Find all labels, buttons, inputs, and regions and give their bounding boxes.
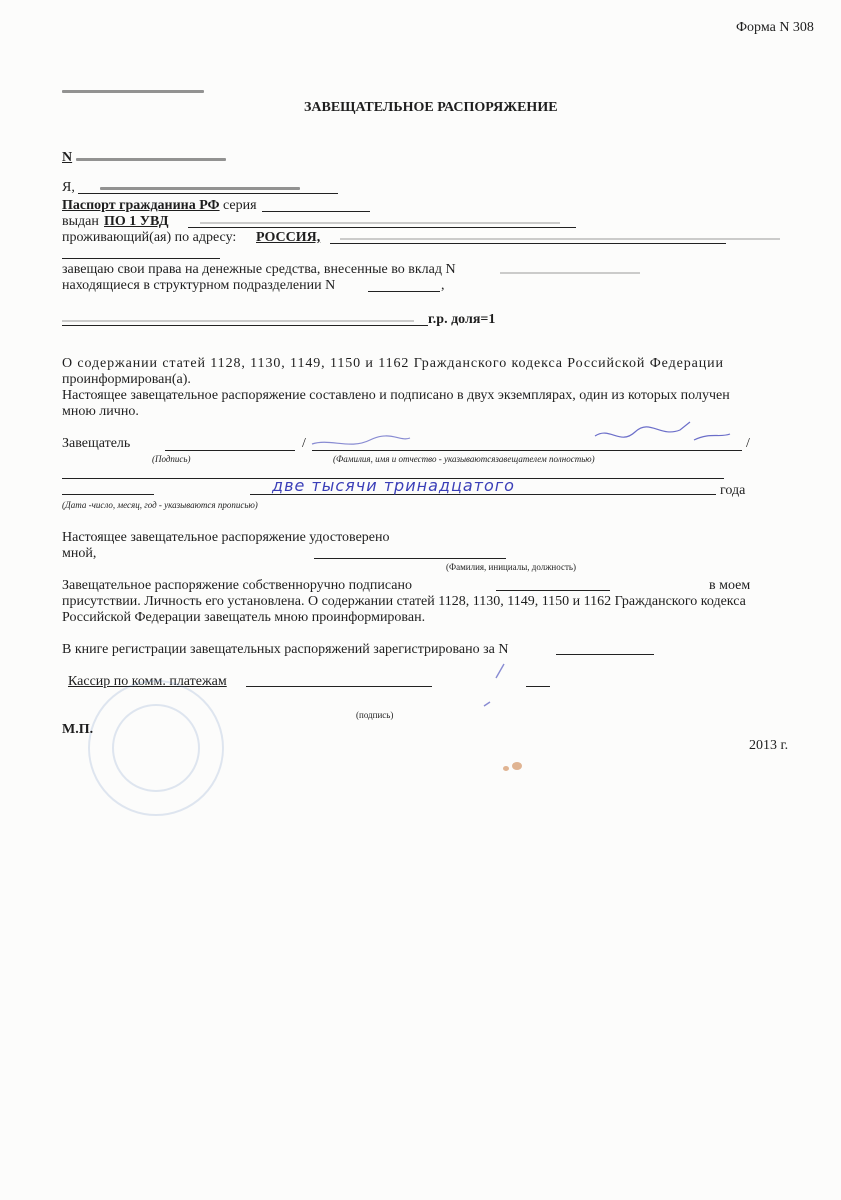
- redacted-code: [62, 90, 204, 93]
- bequest-line-1: завещаю свои права на денежные средства, внесенные во вклад N: [62, 262, 456, 277]
- redacted-beneficiary: [62, 320, 414, 322]
- signature-caption: (Подпись): [152, 454, 191, 464]
- document-year: 2013 г.: [749, 738, 789, 753]
- passport-issued-label: выдан: [62, 214, 99, 229]
- passport-label: Паспорт гражданина РФ: [62, 198, 220, 213]
- full-name-caption: (Фамилия, имя и отчество - указываютсязавещателем полностью): [333, 454, 595, 464]
- cashier-signature-mark: [470, 660, 530, 710]
- address-label: проживающий(ая) по адресу:: [62, 230, 237, 245]
- certification-line-2: мной,: [62, 546, 97, 561]
- handwritten-name-mark: [300, 420, 420, 454]
- signature-line: [165, 450, 295, 451]
- witness-signature-line: [496, 590, 610, 591]
- document-number-label: N: [62, 150, 73, 165]
- seal-label: М.П.: [62, 722, 94, 737]
- seal-stamp-inner: [112, 704, 200, 792]
- date-caption: (Дата -число, месяц, год - указываются прописью): [62, 500, 258, 510]
- redacted-address: [340, 238, 780, 240]
- testator-signature-label: Завещатель: [62, 436, 131, 451]
- passport-issued-line: [188, 227, 576, 228]
- share-text: г.р. доля=1: [428, 312, 496, 327]
- notary-name-line: [314, 558, 506, 559]
- redacted-account: [500, 272, 640, 274]
- cashier-title: Кассир по комм. платежам: [68, 674, 227, 689]
- branch-number-line: [368, 291, 440, 292]
- passport-series-label: серия: [223, 198, 257, 213]
- notice-line-4: мною лично.: [62, 404, 139, 419]
- notice-line-3: Настоящее завещательное распоряжение составлено и подписано в двух экземплярах, один из которых получен: [62, 388, 730, 403]
- witness-line-3: Российской Федерации завещатель мною проинформирован.: [62, 610, 426, 625]
- cashier-line: [246, 686, 432, 687]
- ink-stain-small: [503, 766, 509, 771]
- redacted-number: [76, 158, 226, 161]
- address-line-2: [62, 258, 220, 259]
- registry-text: В книге регистрации завещательных распоряжений зарегистрировано за N: [62, 642, 509, 657]
- date-day-line: [62, 494, 154, 495]
- notary-caption: (Фамилия, инициалы, должность): [446, 562, 576, 572]
- birth-year-line: [350, 325, 428, 326]
- ink-stain: [512, 762, 522, 770]
- testator-name-line: [78, 193, 338, 194]
- cashier-signature-caption: (подпись): [356, 710, 394, 720]
- passport-series-line: [262, 211, 370, 212]
- redacted-testator-name: [100, 187, 300, 190]
- form-number: Форма N 308: [736, 20, 814, 35]
- passport-issued-value: ПО 1 УВД: [104, 214, 169, 229]
- bequest-line-2: находящиеся в структурном подразделении N: [62, 278, 336, 293]
- notice-line-2: проинформирован(а).: [62, 372, 191, 387]
- date-handwritten: две тысячи тринадцатого: [272, 476, 515, 495]
- year-word: года: [720, 483, 746, 498]
- witness-presence: в моем: [709, 578, 751, 593]
- redacted-issuer: [200, 222, 560, 224]
- certification-line-1: Настоящее завещательное распоряжение удостоверено: [62, 530, 390, 545]
- witness-line-1: Завещательное распоряжение собственноручно подписано: [62, 578, 412, 593]
- address-value: РОССИЯ,: [256, 230, 321, 245]
- handwritten-signature-mark: [590, 418, 740, 452]
- testator-prefix: Я,: [62, 180, 75, 195]
- registry-number-line: [556, 654, 654, 655]
- notice-line-1: О содержании статей 1128, 1130, 1149, 1150 и 1162 Гражданского кодекса Российской Федерации: [62, 356, 724, 371]
- witness-line-2: присутствии. Личность его установлена. О содержании статей 1128, 1130, 1149, 1150 и 1162 Гражданского кодекса: [62, 594, 746, 609]
- document-title: ЗАВЕЩАТЕЛЬНОЕ РАСПОРЯЖЕНИЕ: [304, 100, 558, 115]
- address-line: [330, 243, 726, 244]
